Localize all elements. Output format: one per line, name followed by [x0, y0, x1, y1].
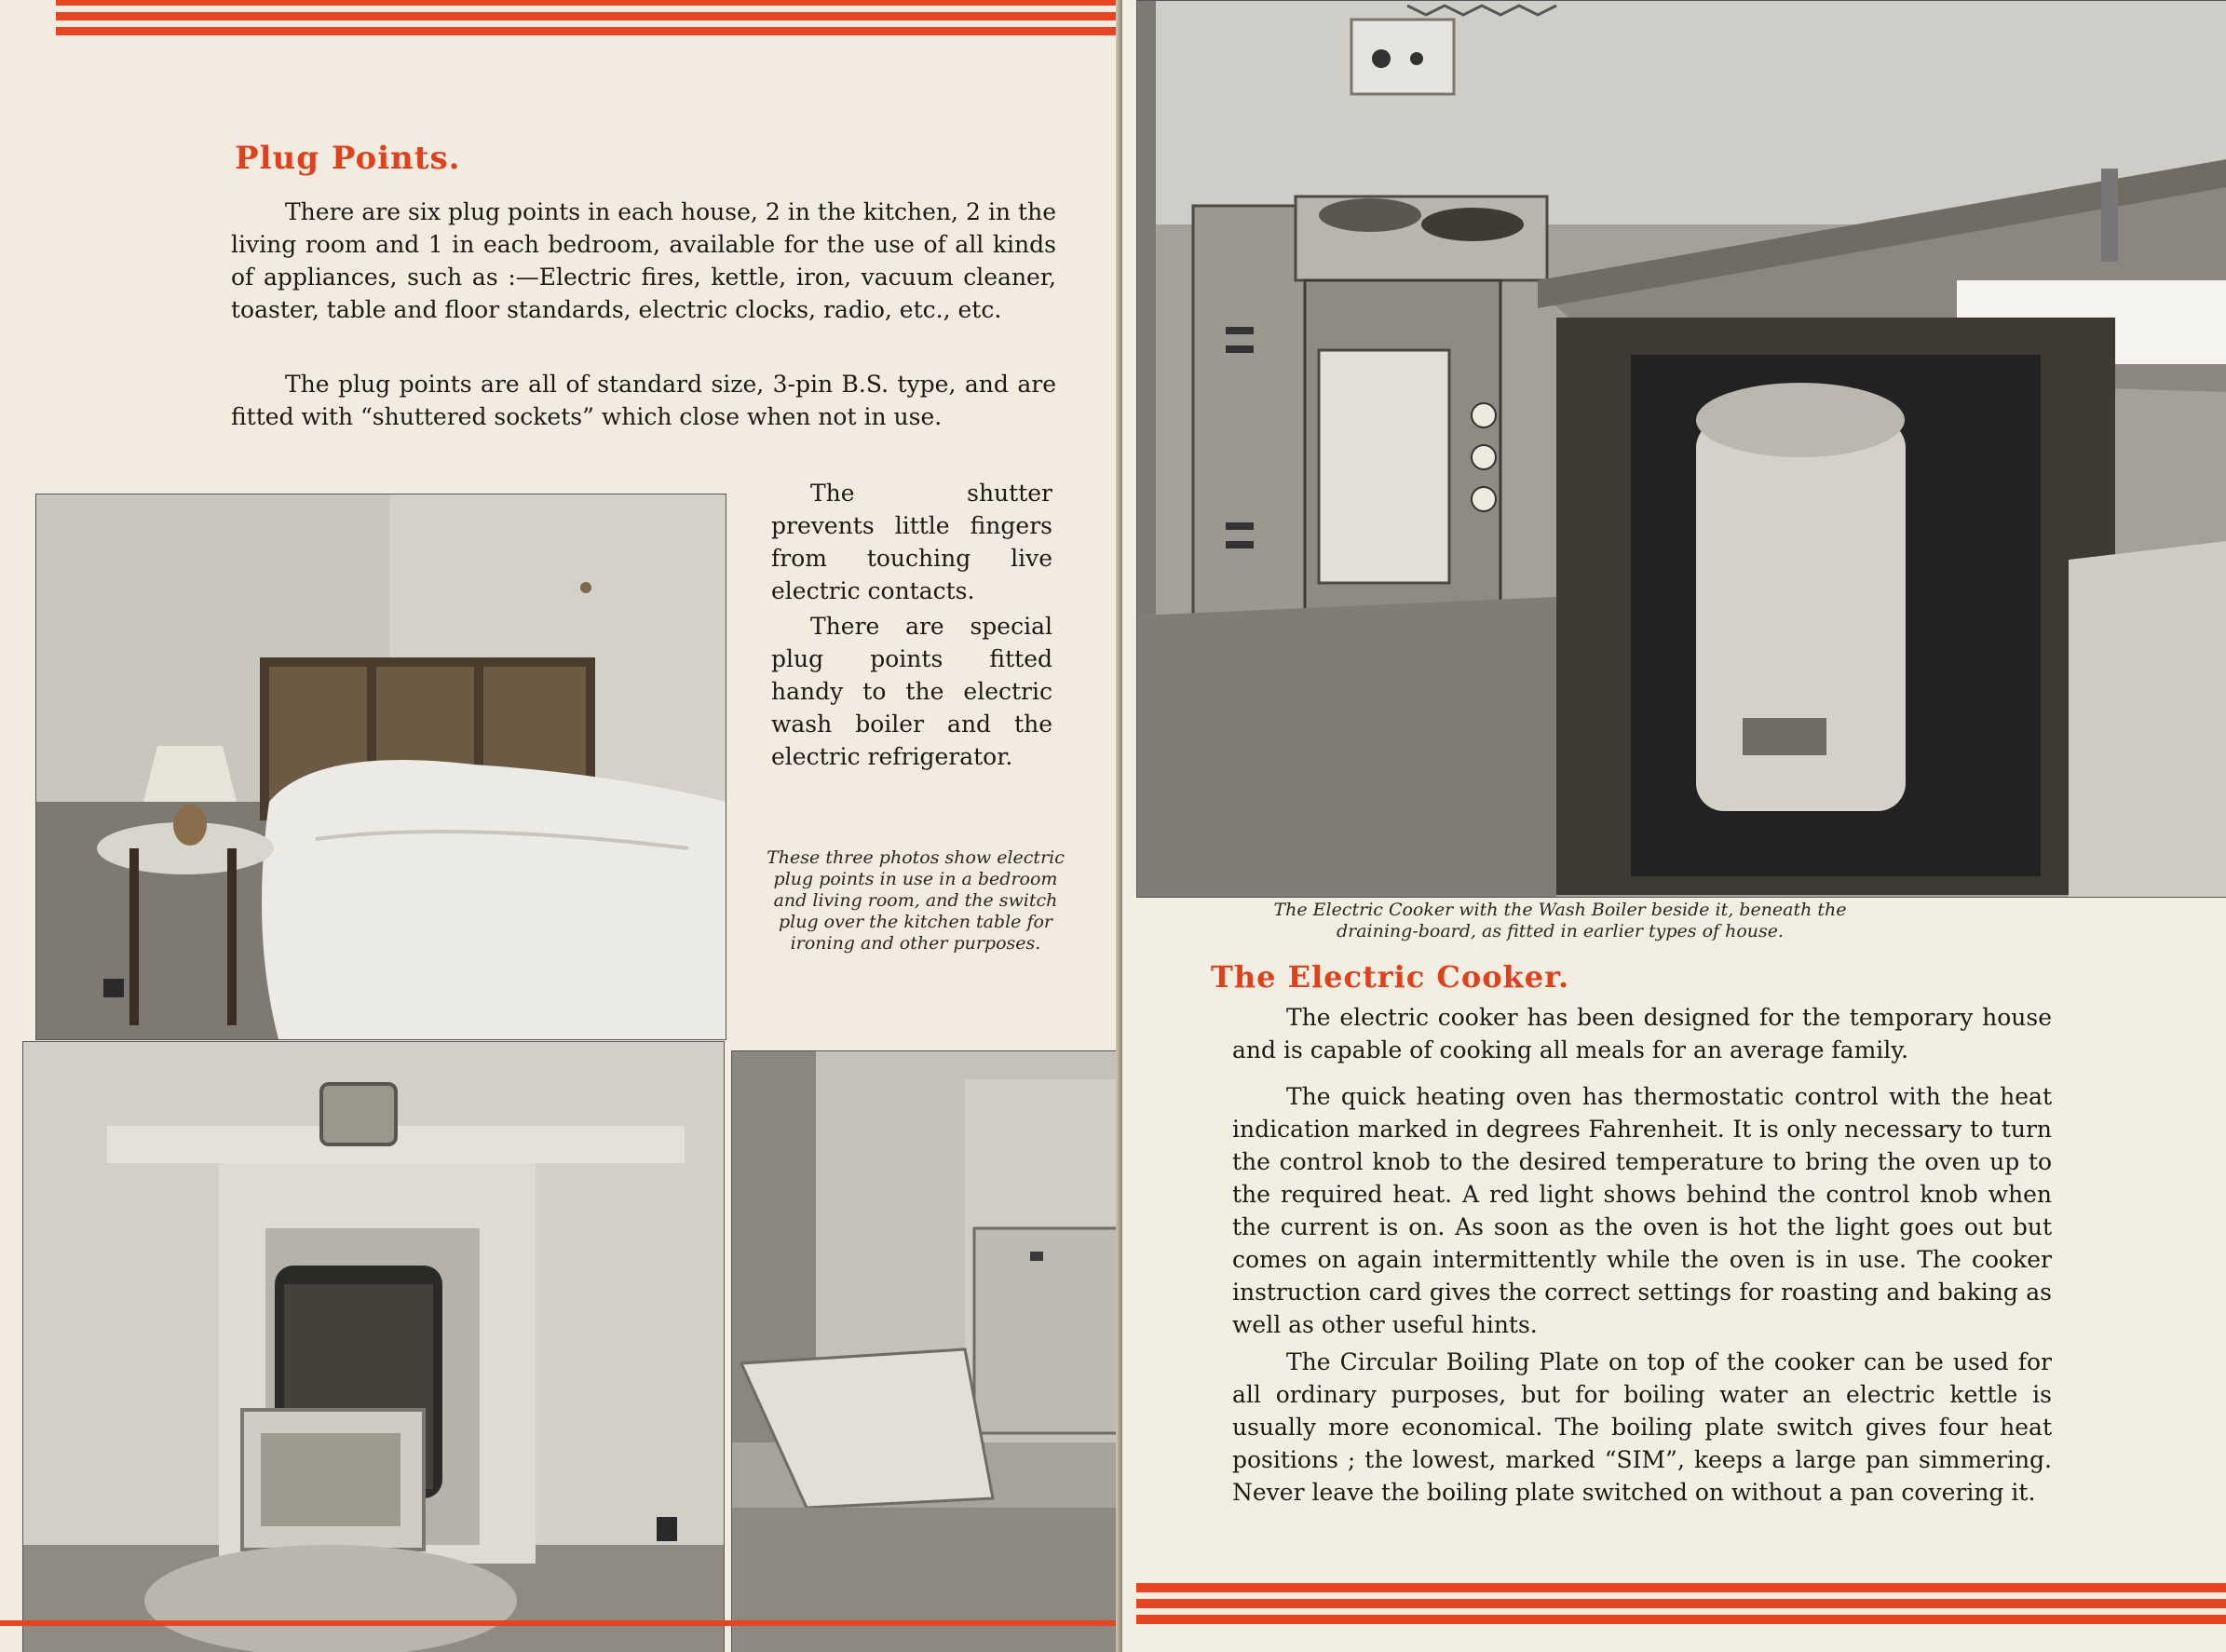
kitchen-table-image — [732, 1051, 1122, 1652]
electric-cooker-heading: The Electric Cooker. — [1211, 959, 1570, 995]
special-plug-note: There are special plug points fitted handy to the electric wash boiler and the electric refrigerator. — [771, 613, 1052, 770]
photos-caption: These three photos show electric plug points in use in a bedroom and living room, and the switch plug over the kitchen table for ironing and other purposes. — [767, 847, 1065, 954]
cooker-paragraph-3: The Circular Boiling Plate on top of the cooker can be used for all ordinary purposes, but for boiling water an electric kettle is usually more economical. The boiling plate switch gives four heat positions ; the lowest, marked “SIM”, keeps a large pan simmering. Never leave the boiling plate switched on without a pan covering it. — [1232, 1348, 2052, 1506]
shutter-note: The shutter prevents little fingers from touching live electric contacts. — [771, 480, 1052, 604]
bedroom-image — [36, 494, 726, 1039]
kitchen-table-photo — [731, 1050, 1122, 1652]
cooker-paragraph-1: The electric cooker has been designed for the temporary house and is capable of cooking all meals for an average family. — [1232, 1004, 2052, 1063]
top-stripes-left — [56, 0, 1122, 42]
cooker-photo — [1136, 0, 2226, 898]
plug-points-paragraph-1: There are six plug points in each house, 2 in the kitchen, 2 in the living room and 1 in each bedroom, available for the use of all kinds of appliances, such as :—Electric fires, kettle, iron, vacuum cleaner, toaster, table and floor standards, electric clocks, radio, etc., etc. — [231, 198, 1056, 323]
fireplace-photo — [22, 1041, 725, 1652]
bottom-stripes-right — [1136, 1583, 2226, 1631]
cooker-image — [1137, 1, 2226, 897]
cooker-paragraph-2: The quick heating oven has thermostatic control with the heat indication marked in degrees Fahrenheit. It is only necessary to turn the control knob to the desired temperature to bring the oven up to the required heat. A red light shows behind the control knob when the current is on. As soon as the oven is hot the light goes out but comes on again intermittently while the oven is in use. The cooker instruction card gives the correct settings for roasting and baking as well as other useful hints. — [1232, 1083, 2052, 1338]
plug-points-heading: Plug Points. — [235, 140, 461, 177]
bedroom-photo — [35, 494, 726, 1040]
bottom-stripes-left — [0, 1620, 1122, 1632]
right-page — [1122, 0, 2226, 1652]
fireplace-image — [23, 1042, 724, 1652]
cooker-photo-caption: The Electric Cooker with the Wash Boiler beside it, beneath the draining-board, as fitted in earlier types of house. — [1273, 900, 1847, 941]
plug-points-paragraph-2: The plug points are all of standard size, 3-pin B.S. type, and are fitted with “shuttered sockets” which close when not in use. — [231, 371, 1056, 430]
